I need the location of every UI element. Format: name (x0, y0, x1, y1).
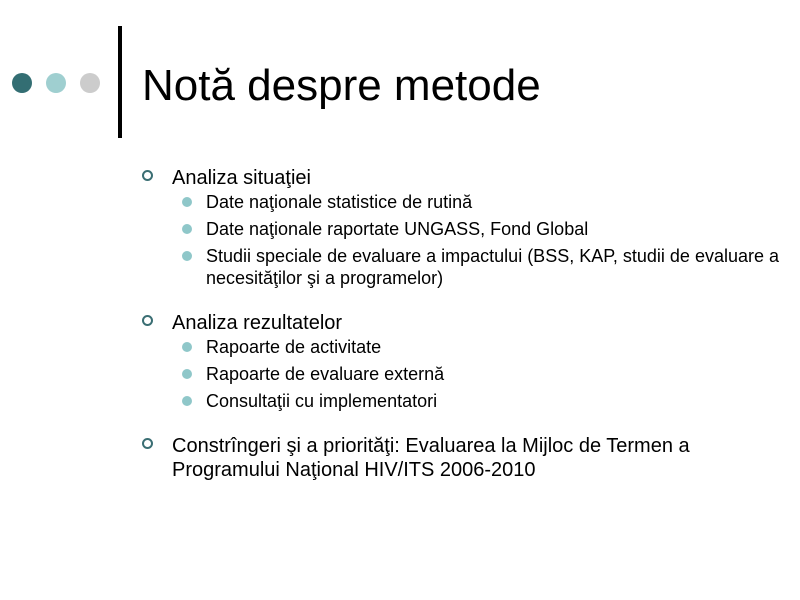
sub-bullet-list (140, 336, 780, 412)
bullet-text: Rapoarte de activitate (206, 337, 382, 357)
disc-bullet-icon (182, 369, 192, 379)
disc-bullet-icon (182, 396, 192, 406)
disc-bullet-icon (182, 224, 192, 234)
dot-teal (46, 73, 66, 93)
bullet-level1 (140, 311, 780, 335)
bullet-text: Analiza rezultatelor (172, 312, 343, 334)
bullet-level2 (182, 191, 780, 213)
dot-dark (12, 73, 32, 93)
bullet-level2 (182, 245, 780, 289)
disc-bullet-icon (182, 342, 192, 352)
title-divider (118, 26, 122, 138)
ring-bullet-icon (142, 315, 153, 326)
bullet-text: Consultaţii cu implementatori (206, 391, 438, 411)
bullet-text: Constrîngeri şi a priorităţi: Evaluarea la Mijloc de Termen a Programului Naţional HIV/ITS 2006-2010 (172, 435, 690, 481)
ring-bullet-icon (142, 170, 153, 181)
dot-gray (80, 73, 100, 93)
bullet-level2 (182, 336, 780, 358)
sub-bullet-list (140, 191, 780, 289)
bullet-level2 (182, 390, 780, 412)
bullet-text: Date naţionale raportate UNGASS, Fond Global (206, 219, 589, 239)
bullet-text: Rapoarte de evaluare externă (206, 364, 445, 384)
slide-title: Notă despre metode (142, 61, 541, 110)
ring-bullet-icon (142, 438, 153, 449)
disc-bullet-icon (182, 197, 192, 207)
section-situation (140, 166, 780, 289)
section-results (140, 311, 780, 412)
decorative-dots (12, 73, 100, 93)
bullet-level2 (182, 218, 780, 240)
bullet-level1 (140, 434, 780, 482)
bullet-text: Date naţionale statistice de rutină (206, 192, 473, 212)
bullet-level2 (182, 363, 780, 385)
section-constraints (140, 434, 780, 482)
disc-bullet-icon (182, 251, 192, 261)
bullet-text: Analiza situaţiei (172, 167, 311, 189)
bullet-text: Studii speciale de evaluare a impactului (BSS, KAP, studii de evaluare a necesităţilor şi a programelor) (206, 246, 780, 288)
slide-content (140, 166, 780, 504)
bullet-level1 (140, 166, 780, 190)
